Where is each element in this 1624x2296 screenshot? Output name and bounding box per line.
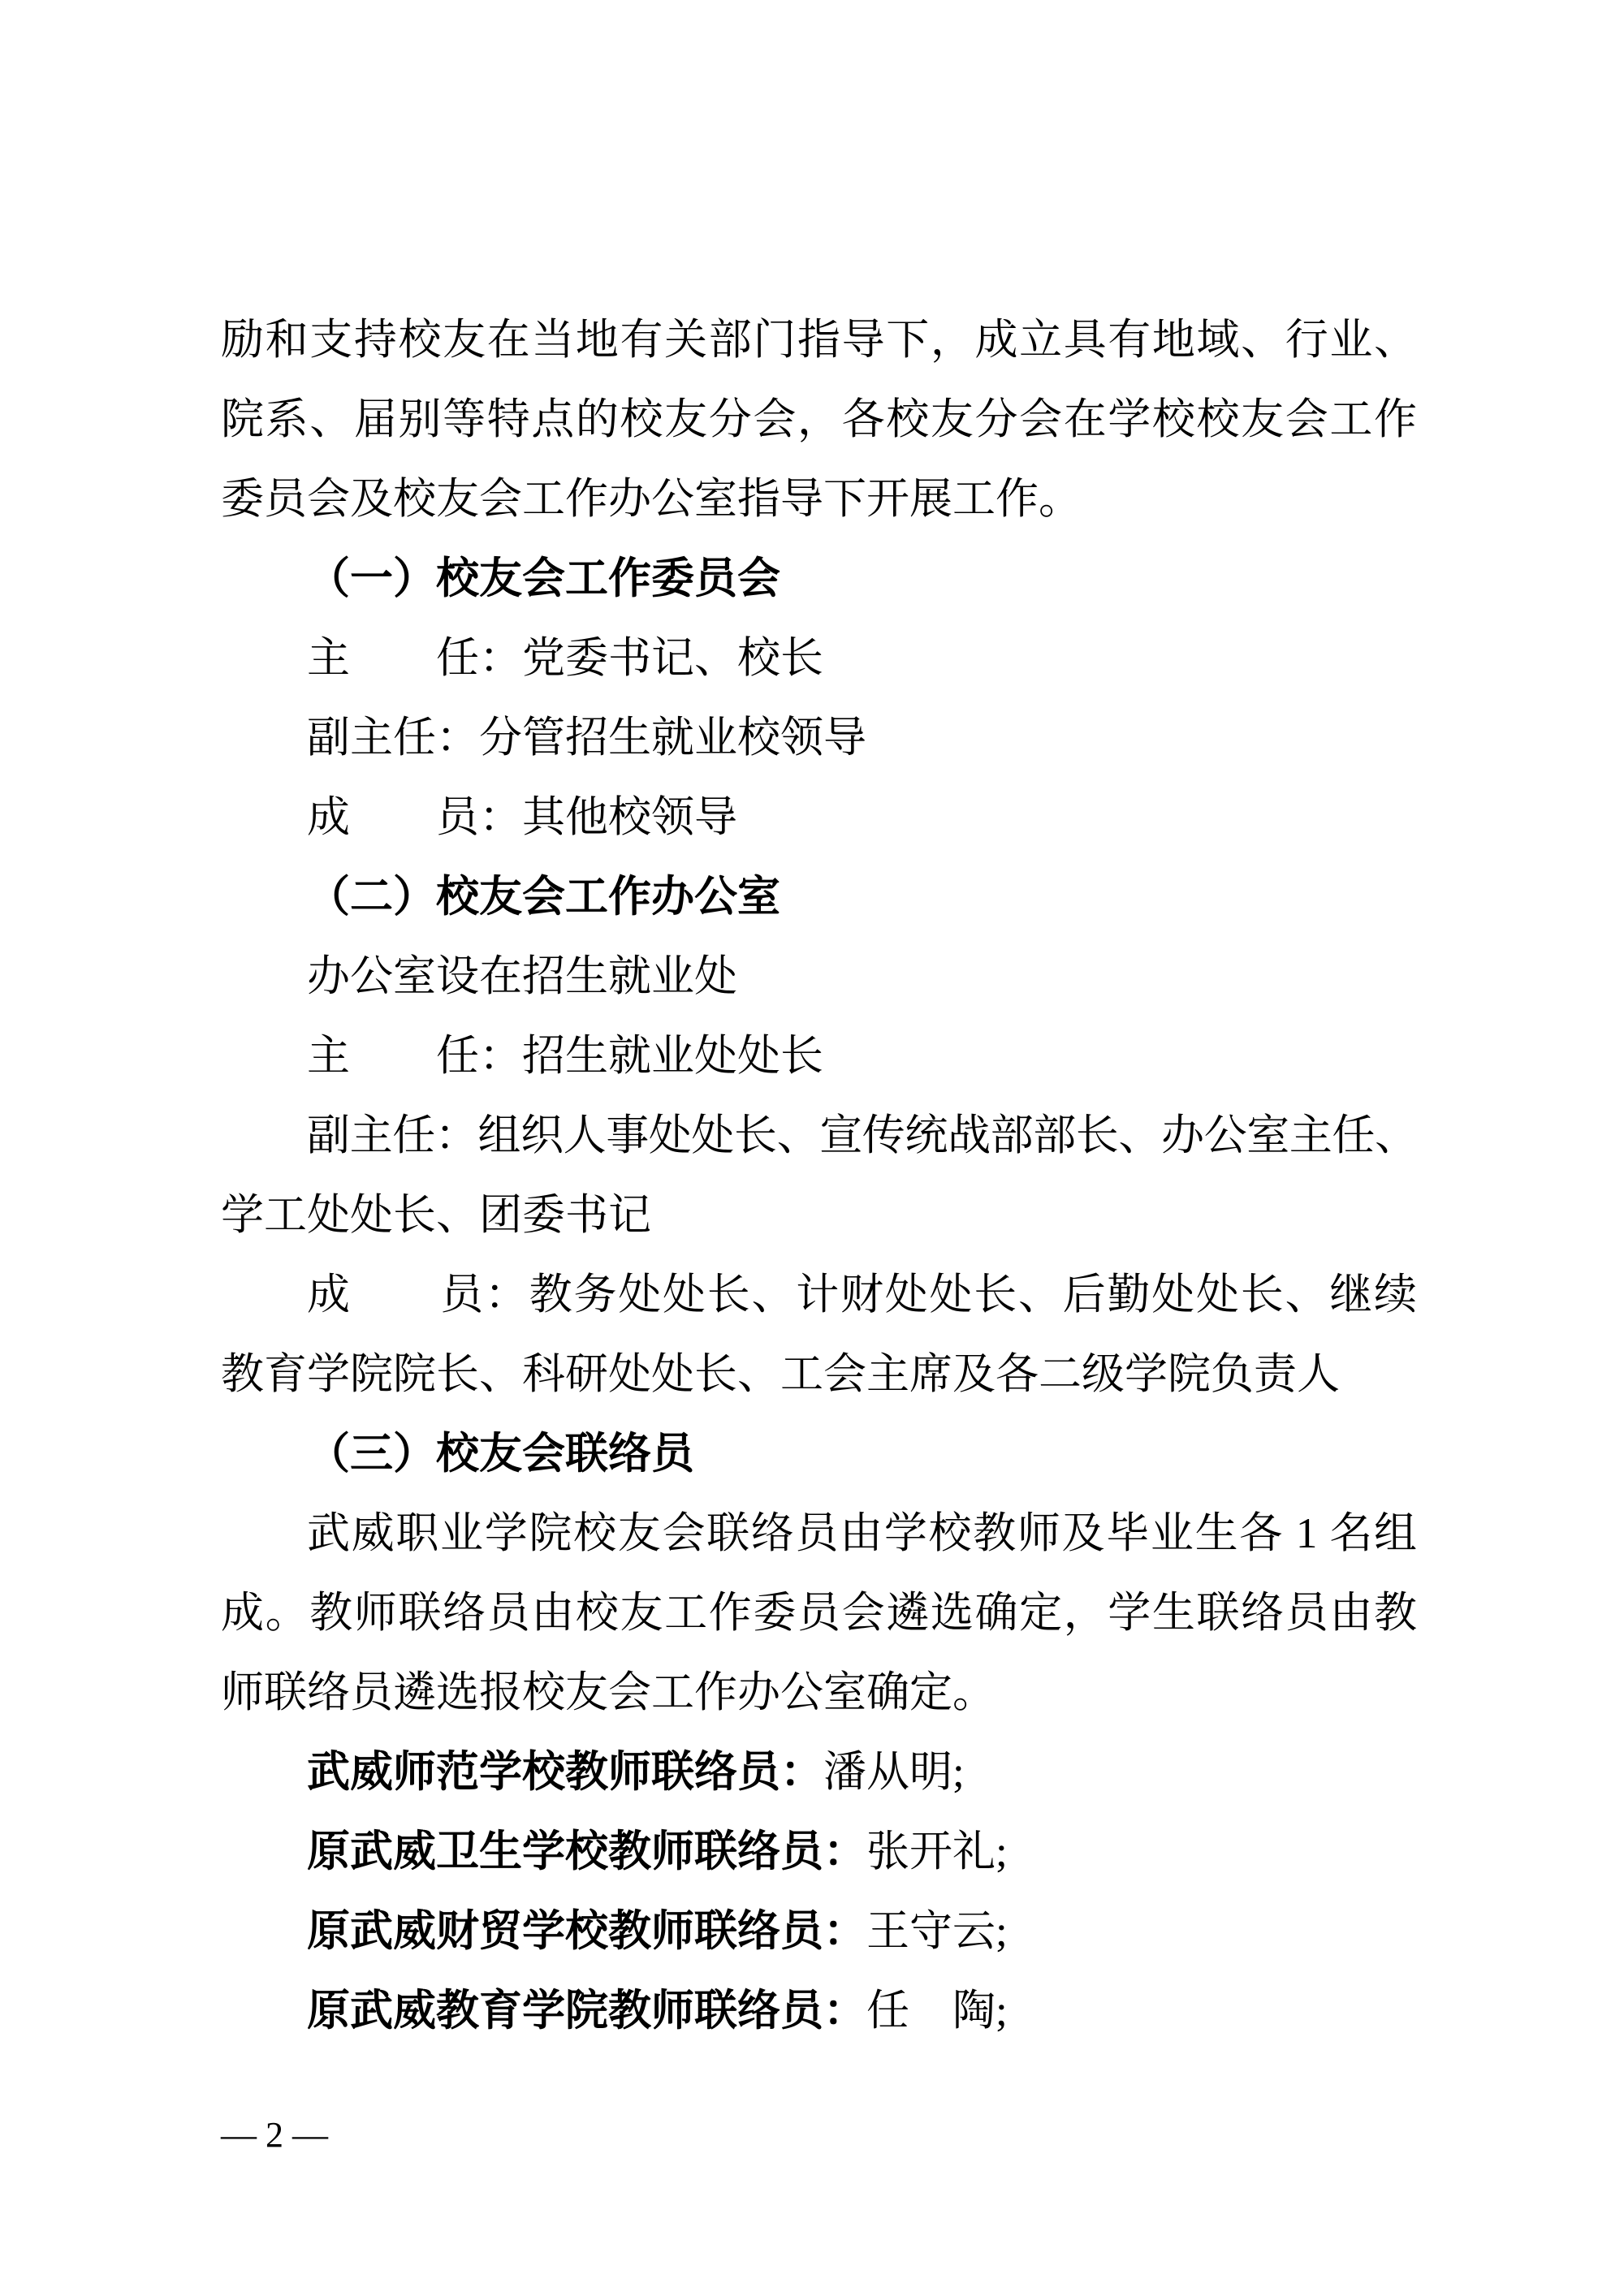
document-line bbox=[221, 1653, 1417, 1733]
document-line bbox=[221, 698, 1417, 778]
text-segment: 师联络员遴选报校友会工作办公室确定。 bbox=[221, 1669, 996, 1716]
document-line bbox=[221, 937, 1417, 1016]
document-line bbox=[221, 1096, 1417, 1176]
document-line bbox=[221, 1971, 1417, 2051]
document-line bbox=[221, 1335, 1417, 1414]
document-line bbox=[221, 380, 1417, 460]
document-line bbox=[221, 778, 1417, 857]
bold-text-segment: （一）校友会工作委员会 bbox=[307, 555, 780, 602]
text-segment: 主 任：招生就业处处长 bbox=[307, 1033, 823, 1080]
document-line bbox=[221, 1573, 1417, 1653]
document-line bbox=[221, 1494, 1417, 1573]
bold-text-segment: 原武威卫生学校教师联络员： bbox=[307, 1828, 866, 1875]
text-segment: 潘从明; bbox=[823, 1749, 965, 1796]
document-line bbox=[221, 460, 1417, 539]
text-segment: 教育学院院长、科研处处长、工会主席及各二级学院负责人 bbox=[221, 1351, 1340, 1398]
document-line bbox=[221, 1733, 1417, 1812]
document-line bbox=[221, 1016, 1417, 1096]
document-line bbox=[221, 300, 1417, 380]
document-body bbox=[221, 300, 1417, 2051]
text-segment: 成 员：教务处处长、计财处处长、后勤处处长、继续 bbox=[307, 1271, 1417, 1318]
bold-text-segment: 原武威教育学院教师联络员： bbox=[307, 1987, 866, 2035]
bold-text-segment: （二）校友会工作办公室 bbox=[307, 874, 780, 921]
text-segment: 主 任：党委书记、校长 bbox=[307, 635, 823, 682]
text-segment: 学工处处长、团委书记 bbox=[221, 1192, 651, 1239]
text-segment: 院系、届别等特点的校友分会，各校友分会在学校校友会工作 bbox=[221, 396, 1417, 443]
text-segment: 任 陶; bbox=[866, 1987, 1008, 2035]
text-segment: 副主任：分管招生就业校领导 bbox=[307, 714, 866, 762]
text-segment: 张开礼; bbox=[866, 1828, 1008, 1875]
text-segment: 王守云; bbox=[866, 1908, 1008, 1955]
section-heading bbox=[221, 857, 1417, 937]
document-line bbox=[221, 619, 1417, 698]
document-line bbox=[221, 1176, 1417, 1255]
document-line bbox=[221, 1812, 1417, 1892]
text-segment: 委员会及校友会工作办公室指导下开展工作。 bbox=[221, 476, 1082, 523]
document-line bbox=[221, 1255, 1417, 1335]
document-line bbox=[221, 1892, 1417, 1971]
text-segment: 副主任：组织人事处处长、宣传统战部部长、办公室主任、 bbox=[307, 1112, 1417, 1159]
section-heading bbox=[221, 1414, 1417, 1494]
bold-text-segment: 原武威财贸学校教师联络员： bbox=[307, 1908, 866, 1955]
page-number: — 2 — bbox=[221, 2115, 328, 2155]
bold-text-segment: 武威师范学校教师联络员： bbox=[307, 1749, 823, 1796]
text-segment: 励和支持校友在当地有关部门指导下，成立具有地域、行业、 bbox=[221, 317, 1417, 364]
bold-text-segment: （三）校友会联络员 bbox=[307, 1431, 694, 1478]
text-segment: 武威职业学院校友会联络员由学校教师及毕业生各 1 名组 bbox=[307, 1510, 1417, 1557]
text-segment: 办公室设在招生就业处 bbox=[307, 953, 737, 1000]
section-heading bbox=[221, 539, 1417, 619]
text-segment: 成。教师联络员由校友工作委员会遴选确定，学生联络员由教 bbox=[221, 1590, 1417, 1637]
text-segment: 成 员：其他校领导 bbox=[307, 794, 737, 841]
